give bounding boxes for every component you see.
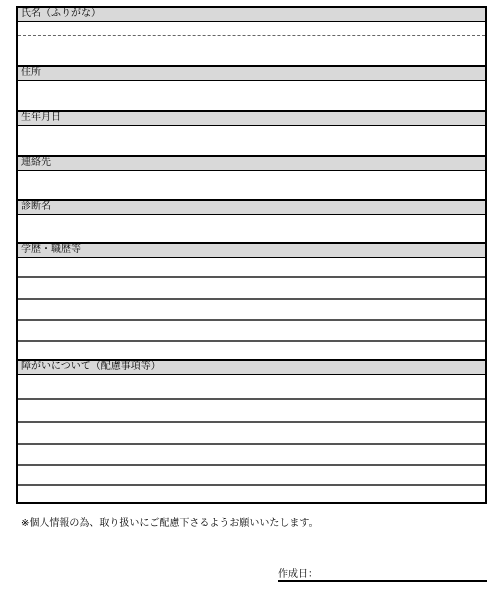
privacy-note: ※個人情報の為、取り扱いにご配慮下さるようお願いいたします。 <box>21 518 319 529</box>
section-header-diagnosis: 診断名 <box>18 199 485 215</box>
section-header-disability: 障がいについて（配慮事項等） <box>18 359 485 375</box>
created-date-label: 作成日： <box>278 569 318 580</box>
education-row-line <box>18 298 485 300</box>
disability-row-line <box>18 421 485 423</box>
education-row-line <box>18 319 485 321</box>
disability-row-line <box>18 398 485 400</box>
disability-row-line <box>18 484 485 486</box>
resume-form <box>16 6 487 504</box>
section-header-education: 学歴・職歴等 <box>18 242 485 258</box>
education-row-line <box>18 276 485 278</box>
section-header-address: 住所 <box>18 65 485 81</box>
section-header-contact: 連絡先 <box>18 155 485 171</box>
section-header-name: 氏名（ふりがな） <box>18 8 485 22</box>
furigana-divider <box>18 35 485 36</box>
disability-row-line <box>18 464 485 466</box>
created-date-field <box>278 569 487 582</box>
section-header-birthdate: 生年月日 <box>18 110 485 126</box>
disability-row-line <box>18 443 485 445</box>
education-row-line <box>18 340 485 342</box>
